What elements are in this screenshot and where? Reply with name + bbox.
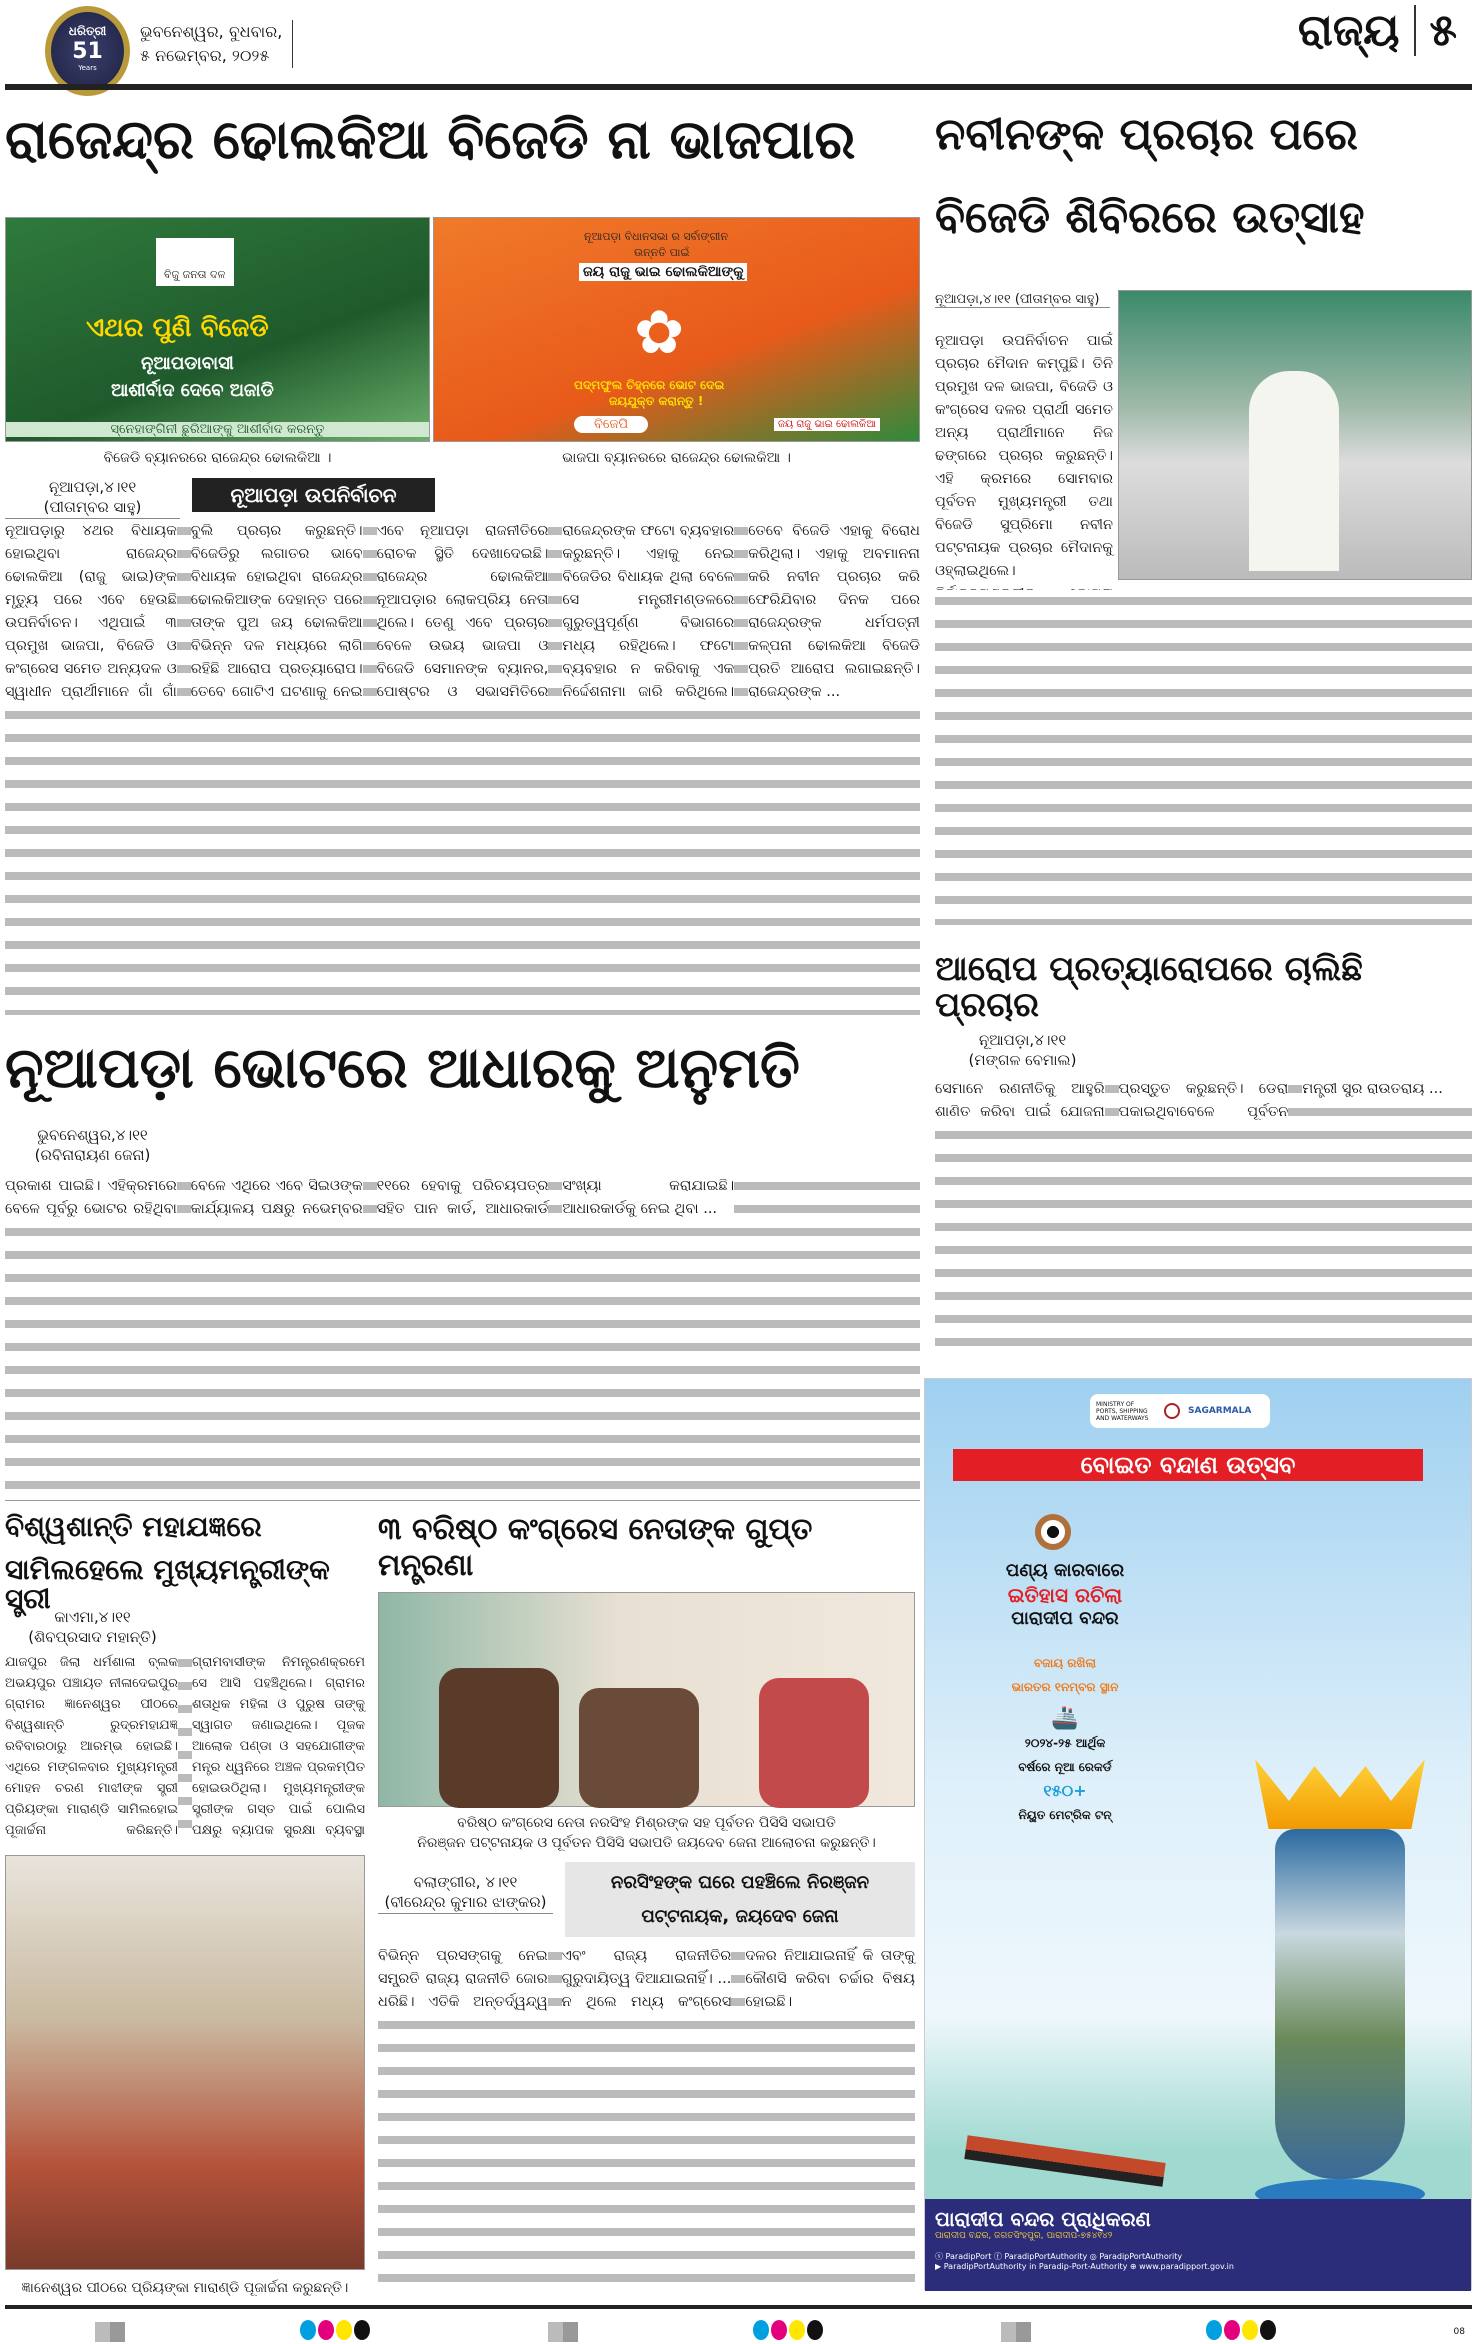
sagarmala-logo: SAGARMALA [1188, 1406, 1252, 1416]
date: ୫ ନଭେମ୍ବର, ୨୦୨୫ [140, 46, 270, 65]
kicker-box: ନୂଆପଡ଼ା ଉପନିର୍ବାଚନ [192, 478, 435, 512]
congress-caption-2: ନିରଞ୍ଜନ ପଟ୍ଟନାୟକ ଓ ପୂର୍ବତନ ପିସିସି ସଭାପତି ଜୟଦେବ ଜେନା ଆଲୋଚନା କରୁଛନ୍ତି। [417, 1835, 876, 1851]
lead-body-text: ନୂଆପଡ଼ାରୁ ୪ଥର ବିଧାୟକ ହୋଇଥିବା ରାଜେନ୍ଦ୍ର ଢୋଲକିଆ (ରାଜୁ ଭାଇ)ଙ୍କ ମୃତ୍ୟୁ ପରେ ଏବେ ହେଉଛି ଉପନିର୍ବାଚନ। ଏଥିପାଇଁ ୩ ପ୍ରମୁଖ ଭାଜପା, ବିଜେଡି ଓ କଂଗ୍ରେସ ସମେତ ଅନ୍ୟଦଳ ଓ ସ୍ୱାଧୀନ ପ୍ରାର୍ଥୀମାନେ ଗାଁ ଗାଁ ବୁଲି ପ୍ରଚାର କରୁଛନ୍ତି। ବିଜେଡିରୁ ଲଗାତର ଭାବେ ବିଧାୟକ ହୋଇଥିବା ରାଜେନ୍ଦ୍ର ଢୋଲକିଆଙ୍କ ଦେହାନ୍ତ ପରେ ତାଙ୍କ ପୁଅ ଜୟ ଢୋଲକିଆ ବିଭିନ୍ନ ଦଳ ମଧ୍ୟରେ ଲାଗି ରହିଛି ଆରୋପ ପ୍ରତ୍ୟାରୋପ। ତେବେ ଗୋଟିଏ ଘଟଣାକୁ ନେଇ ଏବେ ନୂଆପଡ଼ା ରାଜନୀତିରେ ରୋଚକ ସ୍ଥିତି ଦେଖାଦେଇଛି। ରାଜେନ୍ଦ୍ର ଢୋଲକିଆ ନୂଆପଡ଼ାର ଲୋକପ୍ରିୟ ନେତା ଥିଲେ। ତେଣୁ ଏବେ ପ୍ରଚାର ବେଳେ ଉଭୟ ଭାଜପା ଓ ବିଜେଡି ସେମାନଙ୍କ ବ୍ୟାନର, ପୋଷ୍ଟର ଓ ସଭାସମିତିରେ ରାଜେନ୍ଦ୍ରଙ୍କ ଫଟୋ ବ୍ୟବହାର କରୁଛନ୍ତି। ଏହାକୁ ନେଇ ବିଜେଡିର ବିଧାୟକ ଥିଲା ବେଳେ ସେ ମନ୍ତ୍ରୀମଣ୍ଡଳରେ ଗୁରୁତ୍ୱପୂର୍ଣ୍ଣ ବିଭାଗରେ ମଧ୍ୟ ରହିଥିଲେ। ଫଟୋ ବ୍ୟବହାର ନ କରିବାକୁ ଏକ ନିର୍ଦ୍ଦେଶନାମା ଜାରି କରିଥିଲେ। ତେବେ ବିଜେଡି ଏହାକୁ ବିରୋଧ କରିଥିଲା। ଏହାକୁ ଅବମାନନା କରି ନବୀନ ପ୍ରଚାର କରି ଫେରିଯିବାର ଦିନକ ପରେ ରାଜେନ୍ଦ୍ରଙ୍କ ଧର୍ମପତ୍ନୀ କଳ୍ପନା ଢୋଲକିଆ ବିଜେଡି ପ୍ରତି ଆରୋପ ଲଗାଇଛନ୍ତି। ରାଜେନ୍ଦ୍ରଙ୍କ ... [5, 520, 920, 704]
congress-subhead-box [565, 1862, 915, 1937]
caption-bjp-banner: ଭାଜପା ବ୍ୟାନରରେ ରାଜେନ୍ଦ୍ର ଢୋଲକିଆ । [562, 450, 791, 466]
yajna-caption: ଜ୍ଞାନେଶ୍ୱର ପୀଠରେ ପ୍ରିୟଙ୍କା ମାରାଣ୍ଡି ପୂଜାର୍ଚ୍ଚନା କରୁଛନ୍ତି। [21, 2280, 349, 2296]
port-emblem-icon [1164, 1403, 1180, 1419]
naveen-headline-1: ନବୀନଙ୍କ ପ୍ରଚାର ପରେ [935, 109, 1358, 160]
bjp-party: ବିଜେପି [574, 416, 648, 433]
congress-caption-1: ବରିଷ୍ଠ କଂଗ୍ରେସ ନେତା ନରସିଂହ ମିଶ୍ରଙ୍କ ସହ ପୂର୍ବତନ ପିସିସି ସଭାପତି [457, 1815, 836, 1831]
city-day: ଭୁବନେଶ୍ୱର, ବୁଧବାର, [140, 22, 283, 41]
byline: (ମଙ୍ଗଳ ବେମାଲ) [968, 1051, 1077, 1070]
naveen-dateline: ନୂଆପଡ଼ା,୪।୧୧ (ପୀତାମ୍ବର ସାହୁ) [935, 292, 1110, 308]
port-authority-name: ପାରାଦୀପ ବନ୍ଦର ପ୍ରାଧିକରଣ [935, 2207, 1151, 2231]
congress-body [378, 1945, 915, 2290]
dateline: ନୂଆପଡ଼ା,୪।୧୧ [48, 478, 137, 496]
naveen-body-intro [935, 330, 1113, 580]
section-header [1298, 5, 1457, 56]
dateline: ବଲାଙ୍ଗୀର, ୪।୧୧ [413, 1873, 518, 1891]
yajna-body [5, 1652, 365, 1842]
yajna-body-text: ଯାଜପୁର ଜିଲା ଧର୍ମଶାଳା ବ୍ଲକ ଅଭୟପୁର ପଞ୍ଚାୟତ ନୀଳାଦେଇପୁର ଗ୍ରାମର ଜ୍ଞାନେଶ୍ୱର ପୀଠରେ ବିଶ୍ୱଶାନ୍ତି ରୁଦ୍ରମହାଯଜ୍ଞ ରବିବାରଠାରୁ ଆରମ୍ଭ ହୋଇଛି। ଏଥିରେ ମଙ୍ଗଳବାର ମୁଖ୍ୟମନ୍ତ୍ରୀ ମୋହନ ଚରଣ ମାଝୀଙ୍କ ସ୍ତ୍ରୀ ପ୍ରିୟଙ୍କା ମାରାଣ୍ଡି ସାମିଲହୋଇ ପୂଜାର୍ଚ୍ଚନା କରିଛନ୍ତି। ଗ୍ରାମବାସୀଙ୍କ ନିମନ୍ତ୍ରଣକ୍ରମେ ସେ ଆସି ପହଞ୍ଚିଥିଲେ। ଗ୍ରାମର ଶତାଧିକ ମହିଳା ଓ ପୁରୁଷ ତାଙ୍କୁ ସ୍ୱାଗତ ଜଣାଇଥିଲେ। ପୂଜକ ଆଲୋକ ପଣ୍ଡା ଓ ସହଯୋଗୀଙ୍କ ମନ୍ତ୍ର ଧ୍ୱନିରେ ଅଞ୍ଚଳ ପ୍ରକମ୍ପିତ ହୋଇଉଠିଥିଲା। ମୁଖ୍ୟମନ୍ତ୍ରୀଙ୍କ ସ୍ତ୍ରୀଙ୍କ ଗସ୍ତ ପାଇଁ ପୋଲିସ ପକ୍ଷରୁ ବ୍ୟାପକ ସୁରକ୍ଷା ବ୍ୟବସ୍ଥା [5, 1652, 552, 1842]
divider [5, 1500, 920, 1501]
ad-line-1: ପଣ୍ୟ କାରବାରେ [1005, 1560, 1125, 1581]
section-name: ରାଜ୍ୟ [1297, 5, 1400, 56]
lead-body [5, 520, 920, 1015]
aadhaar-dateline [5, 1125, 180, 1166]
ad-line-8: ନିୟୁତ ମେଟ୍ରିକ ଟନ୍ [1018, 1808, 1112, 1822]
naveen-body-continued [935, 590, 1472, 925]
cmyk-dots [753, 2320, 825, 2344]
bjd-bottom: ସ୍ନେହାଙ୍ଗିନୀ ଛୁରିଆଙ୍କୁ ଆଶୀର୍ବାଦ କରନ୍ତୁ [6, 422, 429, 437]
ad-cargo-figure: ୧୫୦+ [1043, 1781, 1087, 1800]
ad-title: ବୋଇତ ବନ୍ଦାଣ ଉତ୍ସବ [953, 1449, 1423, 1481]
congress-body-text: ବିଭିନ୍ନ ପ୍ରସଙ୍ଗକୁ ନେଇ ସମ୍ପ୍ରତି ରାଜ୍ୟ ରାଜନୀତି ଜୋର ଧରିଛି। ଏତିକି ଅନ୍ତର୍ଦ୍ୱନ୍ଦ୍ୱ ଏବଂ ରାଜ୍ୟ ରାଜନୀତିର ଗୁରୁଦାୟିତ୍ୱ ଦିଆଯାଇନାହିଁ। ... ନ ଥିଲେ ମଧ୍ୟ କଂଗ୍ରେସ ଦଳର ନିଆଯାଇନାହିଁ କି ତାଙ୍କୁ କୌଣସି କରିବା ଚର୍ଚ୍ଚାର ବିଷୟ ହୋଇଛି। [378, 1945, 915, 2014]
lead-dateline [5, 477, 180, 519]
subhead-line-1: ନରସିଂହଙ୍କ ଘରେ ପହଞ୍ଚିଲେ ନିରଞ୍ଜନ [610, 1872, 870, 1893]
ad-footer-band [925, 2199, 1471, 2291]
arop-dateline [935, 1030, 1110, 1071]
cmyk-dots [300, 2320, 372, 2344]
social-links-1: ⓧ ParadipPort ⓕ ParadipPortAuthority ◎ ParadipPortAuthority [935, 2252, 1183, 2261]
bjp-vote: ପଦ୍ମଫୁଲ ଚିହ୍ନରେ ଭୋଟ ଦେଇ [574, 378, 725, 392]
subhead-line-2: ପଟ୍ଟନାୟକ, ଜୟଦେବ ଜେନା [641, 1906, 839, 1927]
cmyk-dots [1206, 2320, 1278, 2344]
lotus-icon: ✿ [634, 298, 685, 368]
paradip-port-advertisement [924, 1378, 1472, 2290]
aadhaar-body [5, 1175, 920, 1490]
registration-marks [95, 2320, 1465, 2344]
issue-date [140, 20, 293, 68]
ministry-logo-text: MINISTRY OF PORTS, SHIPPING AND WATERWAYS [1096, 1400, 1149, 1422]
masthead-rule [5, 84, 1472, 90]
yajna-headline-2: ସାମିଲହେଲେ ମୁଖ୍ୟମନ୍ତ୍ରୀଙ୍କ ସ୍ତ୍ରୀ [5, 1553, 330, 1616]
bjd-party-name: ବିଜୁ ଜନତା ଦଳ [156, 238, 234, 286]
caption-bjd-banner: ବିଜେଡି ବ୍ୟାନରରେ ରାଜେନ୍ଦ୍ର ଢୋଲକିଆ । [103, 450, 332, 466]
naveen-photo [1118, 290, 1472, 580]
ad-line-2: ଇତିହାସ ରଚିଲା [1007, 1583, 1123, 1607]
ad-line-6: ୨୦୨୪-୨୫ ଆର୍ଥିକ [1024, 1736, 1106, 1750]
bjd-slogan: ଏଥର ପୁଣି ବିଜେଡି [86, 313, 269, 343]
byline: (ପୀତାମ୍ବର ସାହୁ) [5, 497, 180, 518]
byline: (ଶିବପ୍ରସାଦ ମହାନ୍ତି) [28, 1628, 157, 1647]
gray-mark [1001, 2322, 1031, 2342]
logo-text: ଧରିତ୍ରୀ [68, 24, 107, 38]
masthead-logo [45, 6, 130, 96]
bjd-line3: ଆଶୀର୍ବାଦ ଦେବେ ଅଜାଡି [111, 380, 274, 401]
ad-logos [1090, 1394, 1270, 1428]
ad-line-7: ବର୍ଷରେ ନୂଆ ରେକର୍ଡ [1018, 1760, 1112, 1774]
bulk-carrier-ship [964, 2135, 1165, 2187]
ad-line-4: ବଜାୟ ରଖିଲା [1033, 1656, 1097, 1670]
bjp-name: ଜୟ ରାଜୁ ଭାଇ ଢୋଲକିଆ [774, 418, 880, 431]
page-number: ୫ [1429, 5, 1457, 56]
ad-line-3: ପାରାଦୀପ ବନ୍ଦର [1011, 1608, 1119, 1629]
social-links-2: ▶ ParadipPortAuthority in Paradip-Port-Authority ⊕ www.paradipport.gov.in [935, 2262, 1234, 2271]
bjp-top1: ନୂଆପଡ଼ା ବିଧାନସଭା ର ସର୍ବାଙ୍ଗୀନ [584, 230, 729, 243]
bjp-slogan: ଜୟ ରାଜୁ ଭାଇ ଢୋଲକିଆଙ୍କୁ [579, 263, 747, 281]
gray-mark [548, 2322, 578, 2342]
bjp-top2: ଉନ୍ନତି ପାଇଁ [634, 246, 690, 259]
congress-headline: ୩ ବରିଷ୍ଠ କଂଗ୍ରେସ ନେତାଙ୍କ ଗୁପ୍ତ ମନ୍ତ୍ରଣା [378, 1512, 915, 1584]
dateline: ଭୁବନେଶ୍ୱର,୪।୧୧ [37, 1126, 148, 1144]
port-address: ପାରାଦୀପ ବନ୍ଦର, ଜଗତସିଂହପୁର, ପାରାଦୀପ-୭୫୪୧୪୨ [935, 2231, 1113, 2241]
arop-headline: ଆରୋପ ପ୍ରତ୍ୟାରୋପରେ ଚାଲିଛି ପ୍ରଚାର [935, 949, 1363, 1025]
byline: (ବୀରେନ୍ଦ୍ର କୁମାର ଝାଙ୍କର) [378, 1892, 553, 1913]
aadhaar-headline: ନୂଆପଡ଼ା ଭୋଟରେ ଆଧାରକୁ ଅନୁମତି [5, 1036, 800, 1101]
footer-rule [5, 2305, 1472, 2309]
dateline: ନୂଆପଡ଼ା,୪।୧୧ [978, 1031, 1067, 1049]
bjp-banner-photo [433, 217, 920, 442]
cargo-ship-icon: 🚢 [1051, 1706, 1079, 1731]
page-code: 08 [1453, 2327, 1465, 2337]
naveen-headline-2: ବିଜେଡି ଶିବିରରେ ଉତ୍ସାହ [935, 192, 1365, 243]
ad-line-5: ଭାରତର ୧ନମ୍ବର ସ୍ଥାନ [1011, 1680, 1119, 1694]
yajna-photo [5, 1855, 365, 2270]
aadhaar-body-text: ପ୍ରକାଶ ପାଇଛି। ଏହିକ୍ରମରେ ବେଳେ ପୂର୍ବରୁ ଭୋଟର ରହିଥିବା ବେଳେ ଏଥିରେ ଏବେ ସିଇଓଙ୍କ କାର୍ଯ୍ୟାଳୟ ପକ୍ଷରୁ ନଭେମ୍ବର ୧୧ରେ ହେବାକୁ ପରିଚୟପତ୍ର ସହିତ ପାନ କାର୍ଡ, ଆଧାରକାର୍ଡ ସଂଖ୍ୟା କରାଯାଇଛି। ଆଧାରକାର୍ଡକୁ ନେଇ ଥିବା ... [5, 1175, 734, 1221]
byline: (ରବିନାରାୟଣ ଜେନା) [34, 1146, 151, 1165]
arop-body [935, 1078, 1472, 1355]
bjp-vote2: ଜୟଯୁକ୍ତ କରାନ୍ତୁ ! [609, 394, 704, 408]
congress-dateline [378, 1872, 553, 1914]
lead-headline: ରାଜେନ୍ଦ୍ର ଢୋଲକିଆ ବିଜେଡି ନା ଭାଜପାର [5, 108, 856, 171]
arop-body-text: ସେମାନେ ରଣନୀତିକୁ ଆହୁରି ଶାଣିତ କରିବା ପାଇଁ ଯୋଜନା ପ୍ରସ୍ତୁତ କରୁଛନ୍ତି। ଡେରା ପକାଇଥିବାବେଳେ ପୂର୍ବତନ ମନ୍ତ୍ରୀ ସୁର ରାଉତରାୟ ... [935, 1078, 1472, 1124]
anniversary-number: 51 [72, 39, 103, 64]
dateline: କାଏମା,୪।୧୧ [54, 1608, 131, 1626]
anniversary-sub: Years [78, 64, 97, 72]
gray-mark [95, 2322, 125, 2342]
bjd-banner-photo [5, 217, 430, 442]
congress-meeting-photo [378, 1592, 915, 1807]
bjd-line2: ନୂଆପଡାବାସୀ [141, 353, 234, 374]
yajna-headline-1: ବିଶ୍ୱଶାନ୍ତି ମହାଯଜ୍ଞରେ [5, 1510, 262, 1543]
naveen-body-text: ନୂଆପଡ଼ା ଉପନିର୍ବାଚନ ପାଇଁ ପ୍ରଚାର ମୈଦାନ କମ୍ପୁଛି। ତିନି ପ୍ରମୁଖ ଦଳ ଭାଜପା, ବିଜେଡି ଓ କଂଗ୍ରେସ ଦଳର ପ୍ରାର୍ଥୀ ସମେତ ଅନ୍ୟ ପ୍ରାର୍ଥୀମାନେ ନିଜ ଢଙ୍ଗରେ ପ୍ରଚାର କରୁଛନ୍ତି। ଏହି କ୍ରମରେ ସୋମବାର ପୂର୍ବତନ ମୁଖ୍ୟମନ୍ତ୍ରୀ ତଥା ବିଜେଡି ସୁପ୍ରିମୋ ନବୀନ ପଟ୍ଟନାୟକ ପ୍ରଚାର ମୈଦାନକୁ ଓହ୍ଲାଇଥିଲେ। [935, 330, 1113, 721]
chess-king-graphic [1255, 1759, 1425, 2219]
ship-wheel-icon [1035, 1514, 1071, 1550]
